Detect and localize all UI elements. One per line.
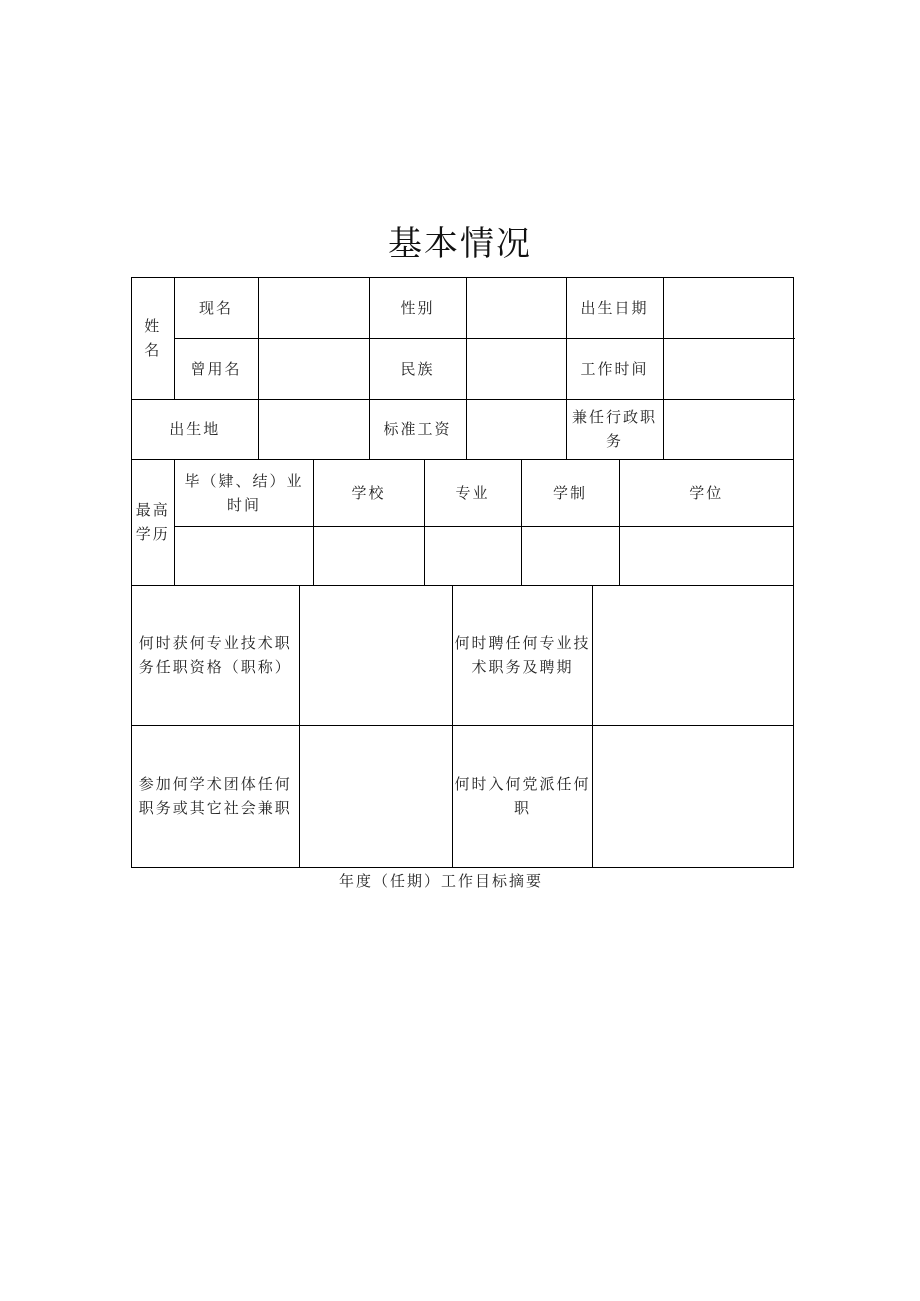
party-label: 何时入何党派任何职 — [452, 725, 592, 867]
major-field[interactable] — [424, 526, 521, 585]
standard-salary-label: 标准工资 — [369, 399, 466, 459]
school-label: 学校 — [313, 460, 424, 526]
current-name-label: 现名 — [174, 278, 258, 338]
academic-groups-field[interactable] — [299, 725, 452, 867]
ethnicity-field[interactable] — [466, 338, 566, 399]
work-start-field[interactable] — [663, 338, 795, 399]
party-field[interactable] — [592, 725, 793, 867]
birth-date-label: 出生日期 — [566, 278, 663, 338]
page-title: 基本情况 — [388, 224, 532, 264]
standard-salary-field[interactable] — [466, 399, 566, 459]
ethnicity-label: 民族 — [369, 338, 466, 399]
birthplace-label: 出生地 — [132, 399, 258, 459]
major-label: 专业 — [424, 460, 521, 526]
former-name-field[interactable] — [258, 338, 369, 399]
degree-field[interactable] — [619, 526, 793, 585]
personal-info-table — [131, 277, 794, 460]
title-qualification-field[interactable] — [299, 586, 452, 725]
education-table — [131, 459, 794, 586]
degree-label: 学位 — [619, 460, 793, 526]
appointment-field[interactable] — [592, 586, 793, 725]
graduation-time-label: 毕（肄、结）业时间 — [174, 460, 313, 526]
academic-groups-label: 参加何学术团体任何职务或其它社会兼职 — [132, 725, 299, 867]
annual-goals-heading: 年度（任期）工作目标摘要 — [338, 872, 543, 890]
current-name-field[interactable] — [258, 278, 369, 338]
graduation-time-field[interactable] — [174, 526, 313, 585]
gender-field[interactable] — [466, 278, 566, 338]
school-field[interactable] — [313, 526, 424, 585]
title-qualification-label: 何时获何专业技术职务任职资格（职称） — [132, 586, 299, 725]
duration-field[interactable] — [521, 526, 619, 585]
appointment-label: 何时聘任何专业技术职务及聘期 — [452, 586, 592, 725]
name-label: 姓名 — [132, 278, 174, 399]
birth-date-field[interactable] — [663, 278, 795, 338]
former-name-label: 曾用名 — [174, 338, 258, 399]
qualification-table — [131, 585, 794, 868]
concurrent-post-label: 兼任行政职务 — [566, 399, 663, 459]
work-start-label: 工作时间 — [566, 338, 663, 399]
concurrent-post-field[interactable] — [663, 399, 795, 459]
education-label: 最高学历 — [132, 460, 174, 585]
gender-label: 性别 — [369, 278, 466, 338]
duration-label: 学制 — [521, 460, 619, 526]
birthplace-field[interactable] — [258, 399, 369, 459]
